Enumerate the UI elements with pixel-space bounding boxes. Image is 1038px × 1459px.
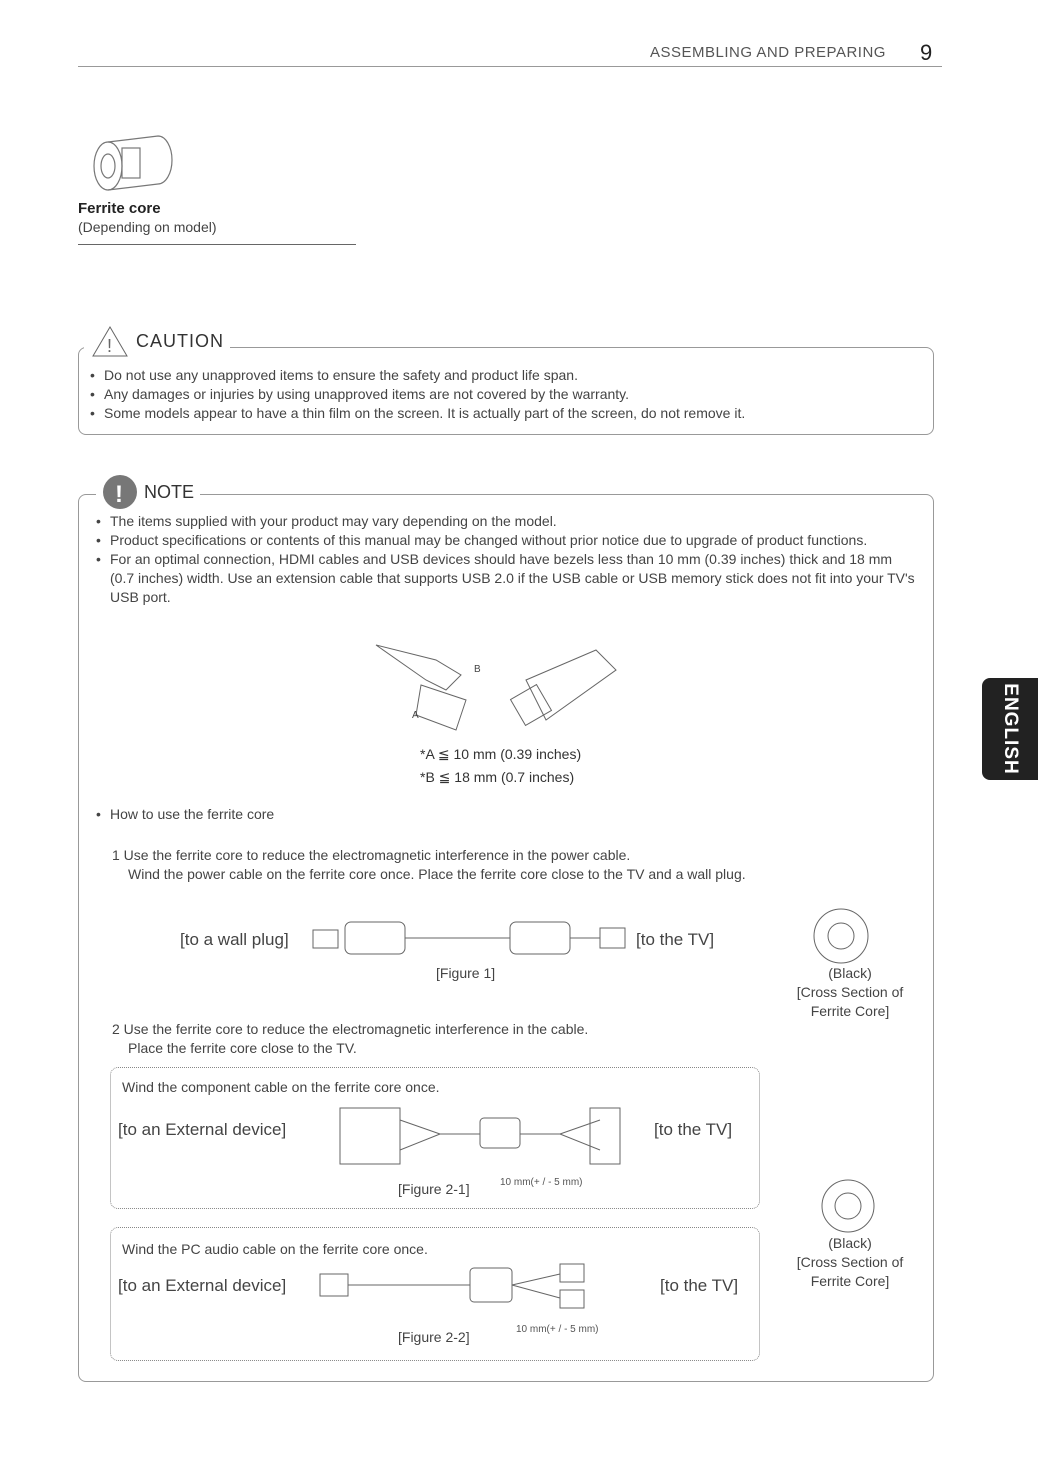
step2: 2 Use the ferrite core to reduce the electromagnetic interference in the cable. bbox=[112, 1021, 589, 1037]
ferrite-title: Ferrite core bbox=[78, 200, 161, 217]
step1-detail: Wind the power cable on the ferrite core once. Place the ferrite core close to the TV and a wall plug. bbox=[128, 866, 746, 882]
cross-section-line1: [Cross Section of bbox=[796, 984, 904, 1000]
label-a: A bbox=[412, 710, 419, 721]
page-number: 9 bbox=[920, 40, 933, 65]
fig22-caption: [Figure 2-2] bbox=[398, 1329, 470, 1345]
ferrite-divider bbox=[78, 244, 356, 245]
note-icon bbox=[102, 474, 138, 510]
svg-text:!: ! bbox=[115, 481, 123, 508]
caution-item: • Any damages or injuries by using unapproved items are not covered by the warranty. bbox=[84, 385, 745, 404]
svg-text:!: ! bbox=[107, 336, 113, 356]
fig22-right-label: [to the TV] bbox=[660, 1276, 739, 1295]
cross-section-line2: Ferrite Core] bbox=[810, 1003, 890, 1019]
note-item: • Product specifications or contents of this manual may be changed without prior notice due to upgrade of product functions. bbox=[90, 531, 920, 550]
ferrite-core-icon bbox=[88, 128, 178, 198]
caution-item: • Do not use any unapproved items to ensure the safety and product life span. bbox=[84, 366, 745, 385]
fig22-measure: 10 mm(+ / - 5 mm) bbox=[516, 1324, 599, 1335]
spec-a: *A ≦ 10 mm (0.39 inches) bbox=[420, 746, 582, 762]
cross-section-color: (Black) bbox=[828, 965, 872, 981]
cross-section-line2-2: Ferrite Core] bbox=[810, 1273, 890, 1289]
cross-section-color-2: (Black) bbox=[828, 1235, 872, 1251]
fig21-measure: 10 mm(+ / - 5 mm) bbox=[500, 1177, 583, 1188]
fig21-right-label: [to the TV] bbox=[654, 1120, 733, 1139]
fig1-right-label: [to the TV] bbox=[636, 930, 715, 949]
note-list bbox=[90, 512, 920, 607]
howto-item: • How to use the ferrite core bbox=[90, 805, 274, 824]
power-cable-figure bbox=[305, 910, 635, 965]
section-header: ASSEMBLING AND PREPARING bbox=[650, 44, 886, 61]
ferrite-subtitle: (Depending on model) bbox=[78, 219, 217, 235]
fig22-left-label: [to an External device] bbox=[118, 1276, 287, 1295]
fig21-instruction: Wind the component cable on the ferrite core once. bbox=[122, 1079, 440, 1095]
cross-section-icon-2 bbox=[818, 1176, 878, 1236]
note-item: • The items supplied with your product may vary depending on the model. bbox=[90, 512, 920, 531]
fig21-left-label: [to an External device] bbox=[118, 1120, 287, 1139]
note-title: NOTE bbox=[144, 481, 195, 502]
fig1-caption: [Figure 1] bbox=[436, 965, 496, 981]
label-b: B bbox=[474, 664, 481, 675]
fig1-left-label: [to a wall plug] bbox=[180, 930, 289, 949]
warning-icon bbox=[90, 324, 130, 358]
language-tab: ENGLISH bbox=[982, 678, 1038, 780]
fig21-caption: [Figure 2-1] bbox=[398, 1181, 470, 1197]
cross-section-line1-2: [Cross Section of bbox=[796, 1254, 904, 1270]
fig22-instruction: Wind the PC audio cable on the ferrite core once. bbox=[122, 1241, 428, 1257]
hdmi-usb-diagram bbox=[366, 640, 626, 740]
caution-title: CAUTION bbox=[136, 330, 224, 351]
step1: 1 Use the ferrite core to reduce the electromagnetic interference in the power cable. bbox=[112, 847, 631, 863]
step2-detail: Place the ferrite core close to the TV. bbox=[128, 1040, 357, 1056]
audio-cable-figure bbox=[310, 1262, 650, 1312]
caution-item: • Some models appear to have a thin film on the screen. It is actually part of the screen, do not remove it. bbox=[84, 404, 745, 423]
cross-section-icon-1 bbox=[808, 906, 874, 966]
spec-b: *B ≦ 18 mm (0.7 inches) bbox=[420, 769, 575, 785]
note-item: • For an optimal connection, HDMI cables and USB devices should have bezels less than 10 mm (0.39 inches) thick and 18 mm (0.7 inches) width. Use an extension cable that supports USB 2.0 if the USB cable or USB memory stick does not fit into your TV's USB port. bbox=[90, 550, 920, 607]
component-cable-figure bbox=[330, 1100, 640, 1170]
header-divider bbox=[78, 66, 942, 67]
caution-list bbox=[84, 366, 745, 423]
